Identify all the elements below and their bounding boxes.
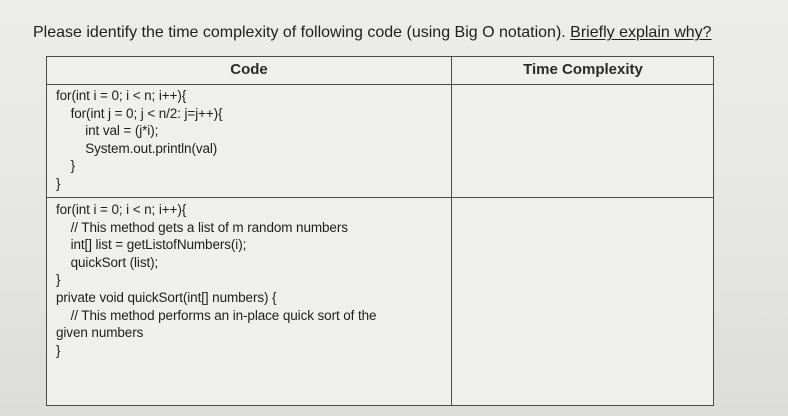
code-line: int[] list = getListofNumbers(i); [56, 237, 247, 253]
code-cell-row-1 [56, 87, 222, 193]
prompt-text: Please identify the time complexity of following code (using Big O notation). [33, 24, 571, 41]
code-line: for(int i = 0; i < n; i++){ [56, 88, 187, 103]
code-line: for(int j = 0; j < n/2: j=j++){ [56, 105, 223, 121]
code-line: for(int i = 0; i < n; i++){ [56, 202, 187, 217]
code-line: } [56, 342, 61, 358]
code-cell-row-2 [56, 201, 376, 359]
time-complexity-cell-row-1[interactable] [453, 86, 711, 196]
row-divider [47, 197, 713, 198]
code-line: // This method gets a list of m random numbers [56, 219, 348, 235]
code-line: quickSort (list); [56, 254, 159, 270]
code-line: given numbers [56, 325, 144, 341]
code-line: } [56, 175, 61, 191]
time-complexity-cell-row-2[interactable] [453, 199, 711, 404]
code-line: // This method performs an in-place quick sort of the [56, 307, 377, 323]
code-line: private void quickSort(int[] numbers) { [56, 289, 277, 305]
table-header-row [47, 57, 713, 85]
prompt-emphasis: Briefly explain why? [570, 24, 712, 41]
question-prompt [33, 22, 778, 44]
code-line: System.out.println(val) [56, 140, 218, 156]
header-code: Code [230, 61, 268, 78]
header-time-complexity: Time Complexity [523, 61, 643, 78]
code-line: int val = (j*i); [56, 123, 159, 139]
code-line: } [56, 158, 76, 174]
column-divider [451, 57, 452, 405]
code-line: } [56, 272, 61, 288]
complexity-table [46, 56, 714, 406]
